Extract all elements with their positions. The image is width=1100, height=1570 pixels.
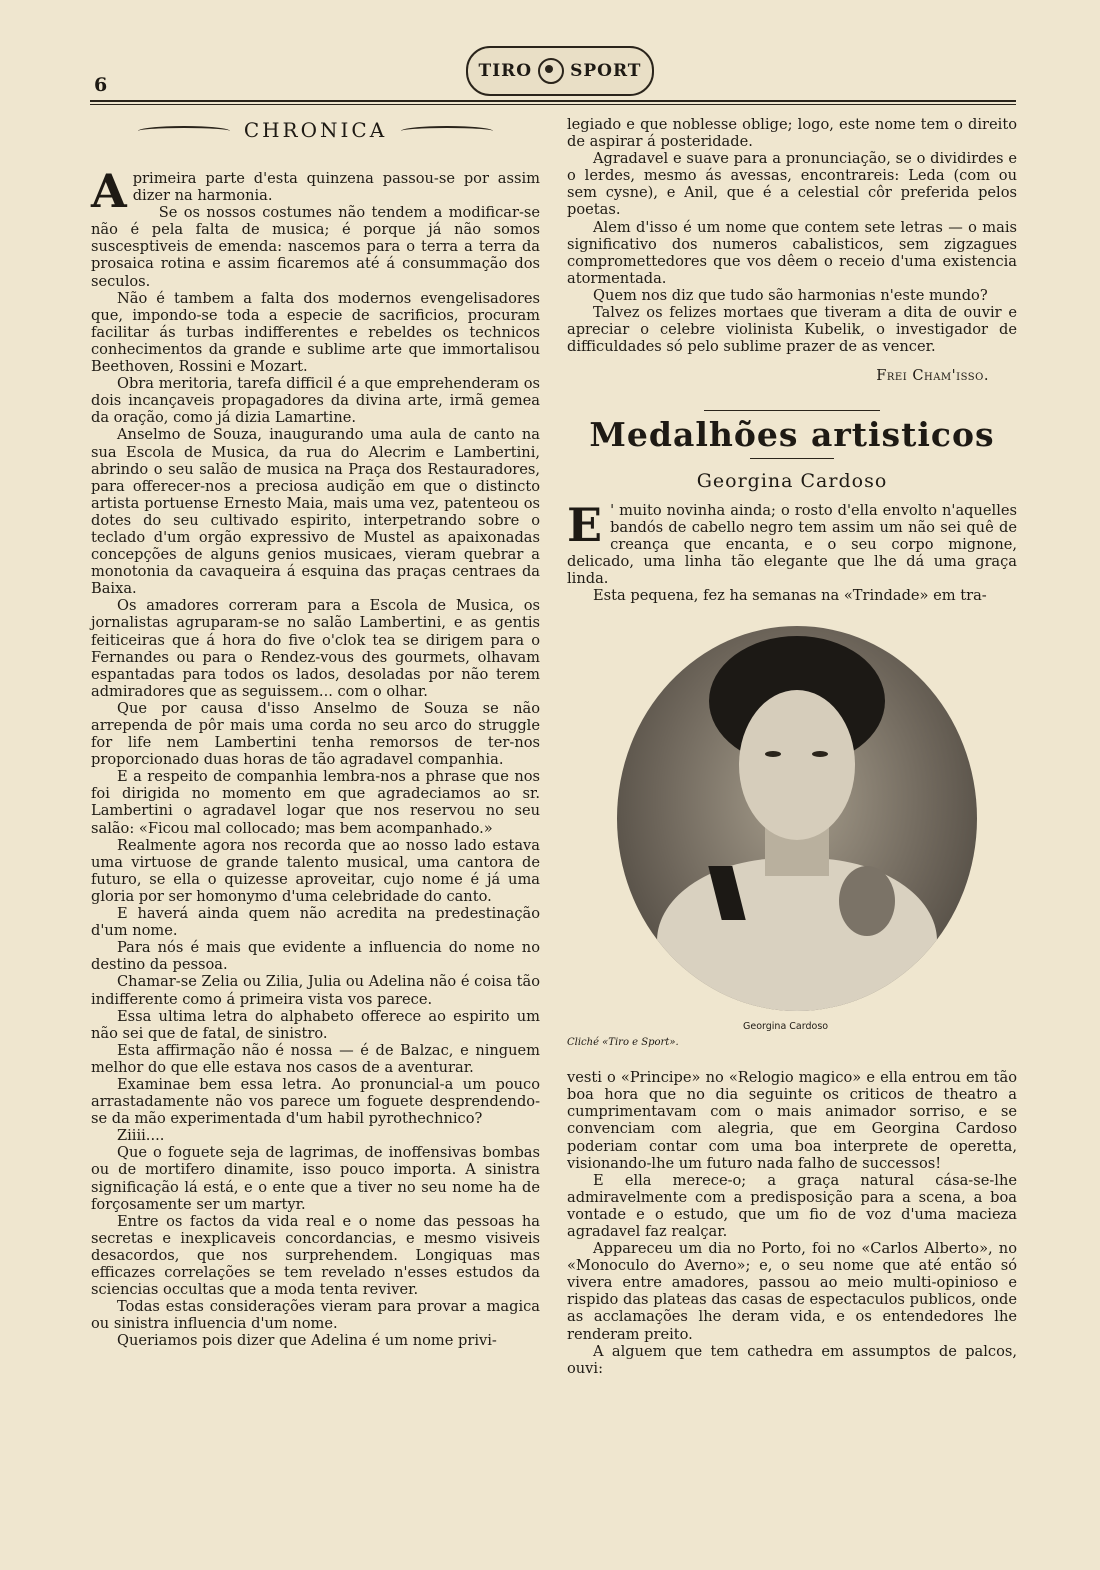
title-rule	[750, 458, 834, 459]
portrait-photo	[617, 626, 977, 1011]
masthead-emblem-icon	[538, 58, 564, 84]
chronica-paragraph: E a respeito de companhia lembra-nos a phrase que nos foi dirigida no momento em que agradeciamos ao sr. Lambertini o agradavel logar que nos reservou no seu salão: «Ficou mal collocado; mas bem acompanhado.»	[91, 768, 540, 837]
chronica-paragraph: E haverá ainda quem não acredita na predestinação d'um nome.	[91, 905, 540, 940]
chronica-paragraph: Realmente agora nos recorda que ao nosso lado estava uma virtuose de grande talento musical, uma cantora de futuro, se ella o quizesse aproveitar, cujo nome é já uma gloria por ser homonymo d'uma celebridade do canto.	[91, 836, 540, 905]
chronica-paragraph: Queriamos pois dizer que Adelina é um nome privi-	[117, 1332, 497, 1350]
portrait-figure	[567, 614, 1017, 1069]
subject-name: Georgina Cardoso	[696, 469, 888, 492]
masthead-word-left: TIRO	[478, 61, 533, 81]
portrait-flower	[839, 866, 895, 936]
chronica-paragraph: Aprimeira parte d'esta quinzena passou-se por assim dizer na harmonia.	[91, 164, 540, 218]
chronica-continuation: Talvez os felizes mortaes que tiveram a dita de ouvir e apreciar o celebre violinista Kubelik, o investigador de difficuldades só pelo sublime prazer de as vencer.	[567, 304, 1017, 356]
chronica-paragraph: Obra meritoria, tarefa difficil é a que emprehenderam os dois incançaveis propagadores da divina arte, irmã gemea da oração, como já dizia Lamartine.	[91, 375, 540, 427]
chronica-paragraph: Não é tambem a falta dos modernos evengelisadores que, impondo-se toda a especie de sacrificios, procuram facilitar ás turbas indifferentes e rebeldes os technicos conhecimentos da grande e sublime arte que immortalisou Beethoven, Rossini e Mozart.	[91, 289, 540, 376]
chronica-header	[91, 116, 540, 146]
ornament-left-icon	[138, 126, 230, 136]
medalhoes-title: Medalhões artisticos	[589, 415, 995, 455]
medalhoes-paragraph: E ' muito novinha ainda; o rosto d'ella envolto n'aquelles bandós de cabello negro tem assim um não sei quê de creança que encanta, e o seu corpo mignone, delicado, uma linha tão elegante que lhe dá uma graça linda.	[567, 497, 1017, 587]
author-signature: Frei Cham'isso.	[876, 367, 989, 385]
chronica-paragraph: Que o foguete seja de lagrimas, de inoffensivas bombas ou de mortifero dinamite, isso pouco importa. A sinistra significação lá está, e o ente que a tiver no seu nome ha de forçosamente ser um martyr.	[91, 1144, 540, 1213]
chronica-paragraph: Entre os factos da vida real e o nome das pessoas ha secretas e inexplicaveis concordancias, e mesmo visiveis desacordos, que nos surprehendem. Longiquas mas efficazes correlações se tem revelado n'esses estudos da sciencias occultas que a moda tenta reviver.	[91, 1212, 540, 1299]
chronica-continuation: Quem nos diz que tudo são harmonias n'este mundo?	[593, 286, 988, 304]
right-column	[567, 116, 1017, 1377]
chronica-paragraph: Examinae bem essa letra. Ao pronuncial-a um pouco arrastadamente não vos parece um foguete desprendendo-se da mão experimentada d'um habil pyrothechnico?	[91, 1075, 540, 1128]
drop-cap-e: E	[567, 497, 603, 552]
chronica-paragraph: Para nós é mais que evidente a influencia do nome no destino da pessoa.	[91, 939, 540, 974]
page-number: 6	[94, 74, 108, 96]
medalhoes-paragraph: Appareceu um dia no Porto, foi no «Carlos Alberto», no «Monoculo do Averno»; e, o seu nome que até então só vivera entre amadores, passou ao meio multi-opinioso e rispido das plateas das casas de espectaculos publicos, onde as acclamações lhe deram vida, e os entendedores lhe renderam preito.	[567, 1240, 1017, 1343]
portrait-face	[739, 690, 855, 840]
masthead-logo	[466, 46, 654, 96]
chronica-paragraph: Ziiii....	[117, 1127, 165, 1145]
chronica-paragraph: Que por causa d'isso Anselmo de Souza se não arrependa de pôr mais uma corda no seu arco do struggle for life nem Lambertini tenha remorsos de ter-nos proporcionado duas horas de tão agradavel companhia.	[91, 699, 540, 769]
medalhoes-paragraph: Esta pequena, fez ha semanas na «Trindade» em tra-	[593, 587, 987, 605]
header-rule-thin	[90, 104, 1016, 105]
masthead-word-right: SPORT	[570, 61, 642, 81]
medalhoes-paragraph: vesti o «Principe» no «Relogio magico» e ella entrou em tão boa hora que no dia seguinte os criticos de theatro a cumprimentavam com o mais animador sorriso, e se convenciam com alegria, que em Georgina Cardoso poderiam contar com uma boa interprete de operetta, visionando-lhe um futuro nada falho de successos!	[567, 1069, 1017, 1172]
chronica-paragraph: Anselmo de Souza, inaugurando uma aula de canto na sua Escola de Musica, da rua do Alecrim e Lambertini, abrindo o seu salão de musica na Praça dos Restauradores, para offerecer-nos a preciosa audição em que o distincto artista portuense Ernesto Maia, mais uma vez, patenteou os dotes do seu cultivado espirito, interpetrando sobre o teclado d'um orgão expressivo de Mustel as apaixonadas concepções de alguns genios musicaes, vieram quebrar a monotonia da cavaqueira á esquina das praças centraes da Baixa.	[91, 426, 540, 598]
chronica-paragraph: Essa ultima letra do alphabeto offerece ao espirito um não sei que de fatal, de sinistro.	[91, 1007, 540, 1042]
section-divider	[704, 410, 880, 411]
portrait-dress	[657, 858, 937, 1011]
drop-cap-a: A	[91, 164, 127, 218]
photo-credit: Cliché «Tiro e Sport».	[567, 1037, 679, 1049]
chronica-continuation: Agradavel e suave para a pronunciação, se o dividirdes e o lerdes, mesmo ás avessas, encontrareis: Leda (com ou sem cysne), e Anil, que é a celestial côr preferida pelos poetas.	[567, 150, 1017, 219]
medalhoes-paragraph: A alguem que tem cathedra em assumptos de palcos, ouvi:	[567, 1342, 1017, 1377]
chronica-column	[91, 116, 540, 1349]
chronica-paragraph: Todas estas considerações vieram para provar a magica ou sinistra influencia d'um nome.	[91, 1298, 540, 1333]
chronica-continuation: legiado e que noblesse oblige; logo, este nome tem o direito de aspirar á posteridade.	[567, 116, 1017, 151]
chronica-continuation: Alem d'isso é um nome que contem sete letras — o mais significativo dos numeros cabalisticos, sem zigzagues compromettedores que vos dêem o receio d'uma existencia atormentada.	[567, 218, 1017, 287]
chronica-title: CHRONICA	[243, 118, 388, 143]
medalhoes-paragraph: E ella merece-o; a graça natural cása-se-lhe admiravelmente com a predisposição para a scena, a boa vontade e o estudo, que um fio de voz d'uma macieza agradavel faz realçar.	[567, 1171, 1017, 1240]
header-rule	[90, 100, 1016, 102]
chronica-paragraph: Chamar-se Zelia ou Zilia, Julia ou Adelina não é coisa tão indifferente como á primeira vista vos parece.	[91, 973, 540, 1008]
chronica-paragraph: Os amadores correram para a Escola de Musica, os jornalistas agruparam-se no salão Lambertini, e as gentis feiticeiras que á hora do five o'clok tea se dirigem para o Fernandes ou para o Rendez-vous des gourmets, olhavam espantadas para todos os lados, desoladas por não terem admiradores que as seguissem... com o olhar.	[91, 597, 540, 700]
photo-caption: Georgina Cardoso	[743, 1021, 829, 1033]
ornament-right-icon	[401, 126, 493, 136]
chronica-paragraph: Se os nossos costumes não tendem a modificar-se não é pela falta de musica; é porque já não somos suscesptiveis de emenda: nascemos para o terra a terra da prosaica rotina e assim ficaremos até á consummação dos seculos.	[91, 204, 540, 290]
chronica-paragraph: Esta affirmação não é nossa — é de Balzac, e ninguem melhor do que elle estava nos casos de a aventurar.	[91, 1041, 540, 1076]
